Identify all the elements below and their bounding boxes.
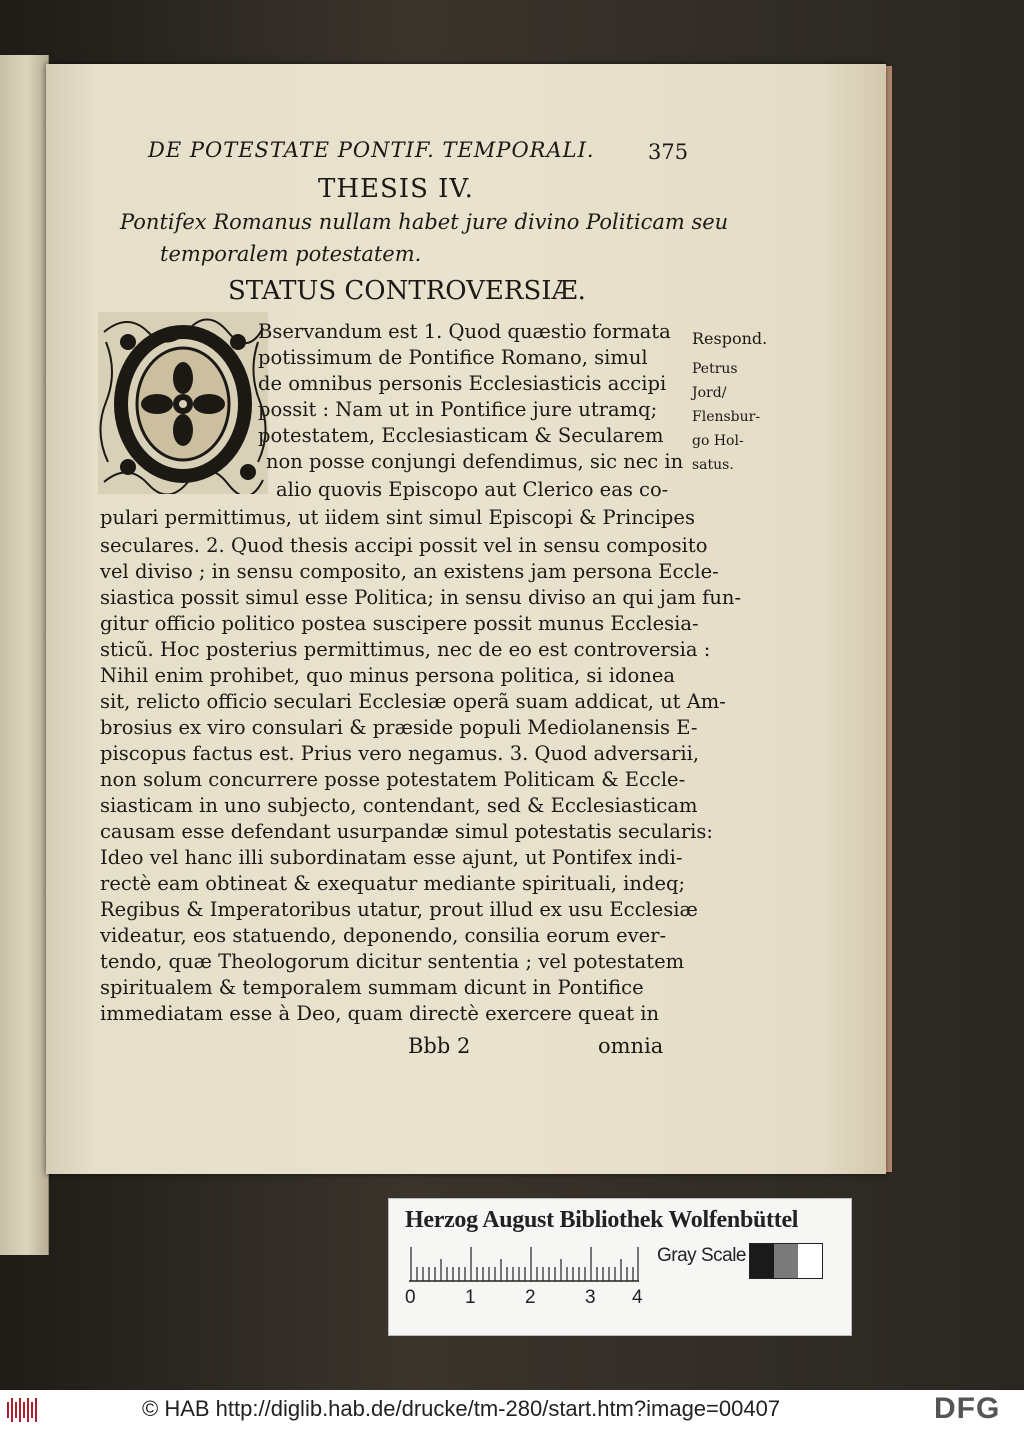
gray-swatch xyxy=(750,1244,774,1278)
text-line: Regibus & Imperatoribus utatur, prout illud ex usu Ecclesiæ xyxy=(100,898,698,921)
footer-source-link[interactable]: © HAB http://diglib.hab.de/drucke/tm-280/start.htm?image=00407 xyxy=(142,1396,781,1421)
status-heading: STATUS CONTROVERSIÆ. xyxy=(228,276,586,306)
text-line: siasticam in uno subjecto, contendant, sed & Ecclesiasticam xyxy=(100,794,698,817)
thesis-line: temporalem potestatem. xyxy=(160,242,422,266)
margin-note-line: satus. xyxy=(692,457,734,473)
left-page-edge xyxy=(0,55,49,1255)
text-line: alio quovis Episcopo aut Clerico eas co- xyxy=(276,478,669,501)
margin-note-line: go Hol- xyxy=(692,433,744,449)
thesis-title: THESIS IV. xyxy=(318,174,474,204)
thesis-line: Pontifex Romanus nullam habet jure divino Politicam seu xyxy=(120,210,729,234)
margin-note-line: Petrus xyxy=(692,361,738,377)
gray-scale-swatches xyxy=(749,1243,823,1279)
text-line: tendo, quæ Theologorum dicitur sententia ; vel potestatem xyxy=(100,950,685,973)
footer-bar xyxy=(0,1390,1024,1429)
text-line: non posse conjungi defendimus, sic nec in xyxy=(266,450,684,473)
text-line: Ideo vel hanc illi subordinatam esse ajunt, ut Pontifex indi- xyxy=(100,846,683,869)
text-line: immediatam esse à Deo, quam directè exercere queat in xyxy=(100,1002,660,1025)
text-line: vel diviso ; in sensu composito, an existens jam persona Eccle- xyxy=(100,560,719,583)
text-line: pulari permittimus, ut iidem sint simul Episcopi & Principes xyxy=(100,506,695,529)
text-line: siastica possit simul esse Politica; in sensu diviso an qui jam fun- xyxy=(100,586,742,609)
text-line: possit : Nam ut in Pontifice jure utramq; xyxy=(258,398,658,421)
gray-swatch xyxy=(798,1244,822,1278)
scale-number: 1 xyxy=(465,1287,476,1308)
catchword: omnia xyxy=(598,1034,664,1058)
signature-mark: Bbb 2 xyxy=(408,1034,471,1058)
margin-note-line: Respond. xyxy=(692,329,768,348)
text-line: non solum concurrere posse potestatem Politicam & Eccle- xyxy=(100,768,686,791)
text-line: potestatem, Ecclesiasticam & Secularem xyxy=(258,424,664,447)
page-number: 375 xyxy=(648,140,689,164)
gray-swatch xyxy=(774,1244,798,1278)
gray-scale-label: Gray Scale xyxy=(657,1245,746,1266)
scale-number: 4 xyxy=(632,1287,643,1308)
margin-note-line: Flensbur- xyxy=(692,409,761,425)
scale-number: 0 xyxy=(405,1287,416,1308)
ruler-icon xyxy=(409,1243,639,1283)
hab-barcode-logo-icon xyxy=(6,1396,38,1424)
text-line: Nihil enim prohibet, quo minus persona politica, si idonea xyxy=(100,664,675,687)
text-line: sit, relicto officio seculari Ecclesiæ operã suam addicat, ut Am- xyxy=(100,690,726,713)
scale-number: 2 xyxy=(525,1287,536,1308)
running-head: DE POTESTATE PONTIF. TEMPORALI. xyxy=(148,138,595,162)
color-scale-card xyxy=(388,1198,852,1336)
text-line: seculares. 2. Quod thesis accipi possit vel in sensu composito xyxy=(100,534,708,557)
text-line: Bservandum est 1. Quod quæstio formata xyxy=(258,320,671,343)
text-line: brosius ex viro consulari & præside populi Mediolanensis E- xyxy=(100,716,698,739)
text-line: potissimum de Pontifice Romano, simul xyxy=(258,346,648,369)
text-line: rectè eam obtineat & exequatur mediante spirituali, indeq; xyxy=(100,872,686,895)
text-line: piscopus factus est. Prius vero negamus. 3. Quod adversarii, xyxy=(100,742,700,765)
text-line: gitur officio politico postea suscipere possit munus Ecclesia- xyxy=(100,612,699,635)
scale-number: 3 xyxy=(585,1287,596,1308)
text-line: sticũ. Hoc posterius permittimus, nec de eo est controversia : xyxy=(100,638,711,661)
margin-note-line: Jord/ xyxy=(692,385,727,401)
text-line: videatur, eos statuendo, deponendo, consilia eorum ever- xyxy=(100,924,667,947)
dfg-logo: DFG xyxy=(934,1392,1001,1425)
text-line: de omnibus personis Ecclesiasticis accipi xyxy=(258,372,667,395)
decorated-initial-o-icon xyxy=(98,312,268,494)
text-line: spiritualem & temporalem summam dicunt in Pontifice xyxy=(100,976,644,999)
scale-card-title: Herzog August Bibliothek Wolfenbüttel xyxy=(405,1207,799,1233)
text-line: causam esse defendant usurpandæ simul potestatis secularis: xyxy=(100,820,713,843)
